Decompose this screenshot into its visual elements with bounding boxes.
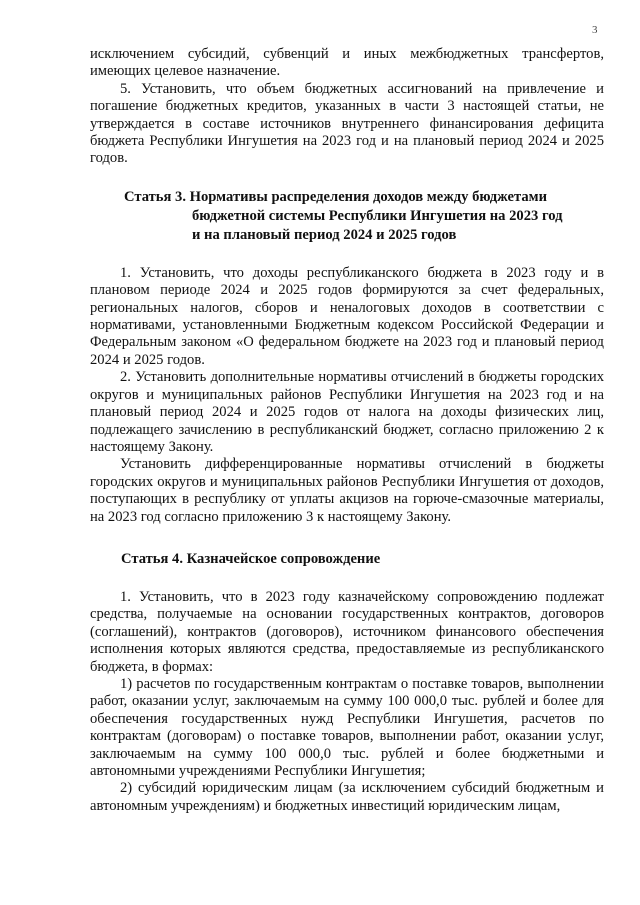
article-4-heading: Статья 4. Казначейское сопровождение [121,550,381,567]
article-4-paragraph-3: 2) субсидий юридическим лицам (за исключением субсидий бюджетным и автономным учреждениям) и бюджетных инвестиций юридическим лицам, [90,780,604,814]
article-3-heading-line-3: и на плановый период 2024 и 2025 годов [192,226,457,243]
document-body [90,46,604,815]
article-4-paragraph-2: 1) расчетов по государственным контрактам о поставке товаров, выполнении работ, оказании услуг, заключаемым на сумму 100 000,0 тыс. рублей и более для обеспечения государственных нужд Республики Ингушетия, расчетов по контрактам (договорам) о поставке товаров, выполнении работ, оказании услуг, заключаемым на сумму 100 000,0 тыс. рублей и более бюджетными и автономными учреждениями Республики Ингушетия; [90,675,604,779]
article-3-paragraph-3: Установить дифференцированные нормативы отчислений в бюджеты городских округов и муниципальных районов Республики Ингушетия от доходов, поступающих в республику от уплаты акцизов на горюче-смазочные материалы, на 2023 год согласно приложению 3 к настоящему Закону. [90,456,604,525]
article-3-heading-line-1: Статья 3. Нормативы распределения доходов между бюджетами [124,188,547,205]
article-3-heading [90,188,604,245]
article-3-paragraph-2: 2. Установить дополнительные нормативы отчислений в бюджеты городских округов и муниципальных районов Республики Ингушетия на 2023 год и на плановый период 2024 и 2025 годов от налога на доходы физических лиц, подлежащего зачислению в республиканский бюджет, согласно приложению 2 к настоящему Закону. [90,369,604,455]
article-3-heading-line-2: бюджетной системы Республики Ингушетия на 2023 год [192,207,563,224]
paragraph-continuation: исключением субсидий, субвенций и иных межбюджетных трансфертов, имеющих целевое назначение. [90,46,604,80]
page-number: 3 [592,24,598,36]
article-4-paragraph-1: 1. Установить, что в 2023 году казначейскому сопровождению подлежат средства, получаемые на основании государственных контрактов, договоров (соглашений), контрактов (договоров), источником финансового обеспечения исполнения которых являются средства, предоставляемые из республиканского бюджета, в формах: [90,588,604,675]
paragraph-item-5: 5. Установить, что объем бюджетных ассигнований на привлечение и погашение бюджетных кредитов, указанных в части 3 настоящей статьи, не утверждается в составе источников внутреннего финансирования дефицита бюджета Республики Ингушетия на 2023 год и на плановый период 2024 и 2025 годов. [90,80,604,167]
article-3-paragraph-1: 1. Установить, что доходы республиканского бюджета в 2023 году и в плановом периоде 2024 и 2025 годов формируются за счет федеральных, региональных налогов, сборов и неналоговых доходов в соответствии с нормативами, установленными Бюджетным кодексом Российской Федерации и Федеральным законом «О федеральном бюджете на 2023 год и плановый период 2024 и 2025 годов. [90,264,604,368]
